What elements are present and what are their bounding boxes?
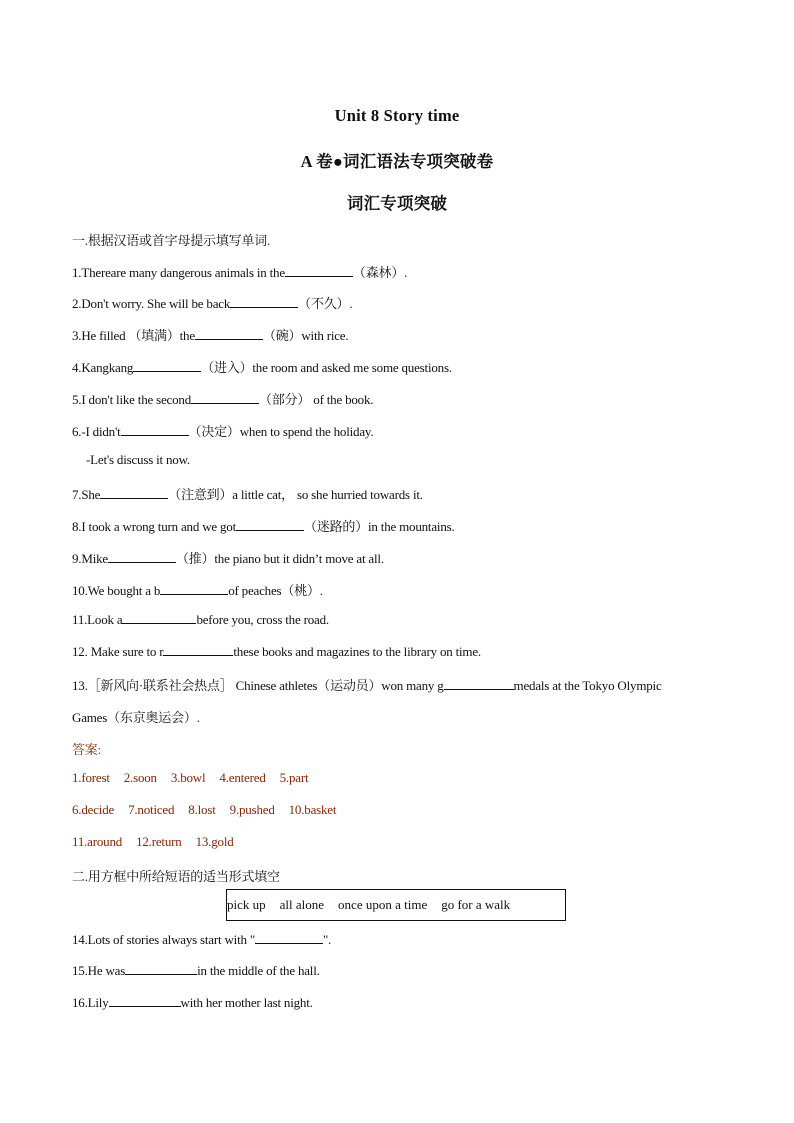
q15-blank[interactable] — [125, 962, 197, 975]
answer-4: 4.entered — [219, 770, 266, 785]
question-13-continued: Games（东京奥运会）. — [72, 710, 200, 725]
q13-text: 13.［新风向·联系社会热点］ Chinese athletes（运动员）won many g — [72, 678, 444, 693]
q1-text: 1.Thereare many dangerous animals in the — [72, 265, 285, 280]
paper-title: A 卷●词汇语法专项突破卷 — [300, 152, 494, 171]
q5-text: 5.I don't like the second — [72, 392, 192, 407]
answer-7: 7.noticed — [128, 802, 175, 817]
question-14 — [72, 931, 331, 948]
q8-text: 8.I took a wrong turn and we got — [72, 519, 237, 534]
q14-text: 14.Lots of stories always start with " — [72, 932, 255, 947]
answer-1: 1.forest — [72, 770, 110, 785]
q9-text-after: （推）the piano but it didn’t move at all. — [176, 551, 384, 566]
question-15 — [72, 962, 320, 979]
answer-3: 3.bowl — [170, 770, 206, 785]
q2-text: 2.Don't worry. She will be back — [72, 296, 231, 311]
q7-text-after: （注意到）a little cat， so she hurried towards it. — [168, 487, 423, 502]
q16-blank[interactable] — [109, 994, 181, 1007]
part1-instruction: 一.根据汉语或首字母提示填写单词. — [72, 233, 271, 248]
answers-row-3 — [72, 834, 248, 850]
answer-13: 13.gold — [195, 834, 234, 849]
phrase-box — [226, 889, 566, 921]
q4-text-after: （进入）the room and asked me some questions. — [201, 360, 452, 375]
question-13 — [72, 675, 662, 694]
phrase-item: go for a walk — [441, 897, 511, 912]
q12-text-after: these books and magazines to the library on time. — [233, 644, 481, 659]
question-1 — [72, 262, 407, 281]
phrase-item: pick up — [227, 897, 266, 912]
q15-text-after: in the middle of the hall. — [197, 963, 320, 978]
answer-2: 2.soon — [123, 770, 157, 785]
q9-blank[interactable] — [108, 550, 176, 563]
question-7 — [72, 484, 423, 503]
q2-text-after: （不久）. — [298, 296, 353, 311]
q13-blank[interactable] — [444, 677, 514, 690]
q5-text-after: （部分） of the book. — [259, 392, 374, 407]
q12-text: 12. Make sure to r — [72, 644, 164, 659]
answers-row-1 — [72, 770, 322, 786]
q3-text: 3.He filled （填满）the — [72, 328, 195, 343]
question-10 — [72, 580, 323, 599]
q4-blank[interactable] — [133, 359, 201, 372]
phrase-item: all alone — [279, 897, 325, 912]
q9-text: 9.Mike — [72, 551, 108, 566]
answer-11: 11.around — [72, 834, 123, 849]
question-8 — [72, 516, 455, 535]
q7-text: 7.She — [72, 487, 101, 502]
question-9 — [72, 548, 384, 567]
q16-text-after: with her mother last night. — [180, 995, 313, 1010]
answer-10: 10.basket — [288, 802, 337, 817]
section-title: 词汇专项突破 — [346, 194, 448, 213]
q15-text: 15.He was — [72, 963, 126, 978]
q8-text-after: （迷路的）in the mountains. — [304, 519, 455, 534]
q6-blank[interactable] — [121, 423, 189, 436]
question-5 — [72, 389, 373, 408]
q5-blank[interactable] — [191, 391, 259, 404]
q1-blank[interactable] — [285, 264, 353, 277]
answer-9: 9.pushed — [229, 802, 275, 817]
answers-row-2 — [72, 802, 350, 818]
answers-label: 答案: — [72, 742, 102, 757]
q13-text-after: medals at the Tokyo Olympic — [513, 678, 662, 693]
q6-text-after: （决定）when to spend the holiday. — [188, 424, 374, 439]
q6-text: 6.-I didn't — [72, 424, 121, 439]
q1-text-after: （森林）. — [352, 265, 408, 280]
question-2 — [72, 293, 352, 312]
q4-text: 4.Kangkang — [72, 360, 134, 375]
question-4 — [72, 357, 452, 376]
answer-8: 8.lost — [188, 802, 216, 817]
question-12 — [72, 643, 481, 660]
q10-text: 10.We bought a b — [72, 583, 161, 598]
unit-title: Unit 8 Story time — [334, 106, 460, 125]
q3-text-after: （碗）with rice. — [262, 328, 349, 343]
q2-blank[interactable] — [230, 295, 298, 308]
question-16 — [72, 994, 313, 1011]
phrase-item: once upon a time — [338, 897, 428, 912]
q11-text: 11.Look a — [72, 612, 123, 627]
q3-blank[interactable] — [195, 327, 263, 340]
q11-text-after: before you, cross the road. — [196, 612, 329, 627]
q10-blank[interactable] — [160, 582, 228, 595]
q7-blank[interactable] — [100, 486, 168, 499]
question-3 — [72, 325, 348, 344]
q11-blank[interactable] — [122, 611, 196, 624]
q14-blank[interactable] — [255, 931, 323, 944]
question-11 — [72, 611, 329, 628]
q14-text-after: ". — [322, 932, 332, 947]
q16-text: 16.Lily — [72, 995, 109, 1010]
question-6 — [72, 421, 373, 440]
question-6-reply: -Let's discuss it now. — [86, 452, 190, 467]
answer-5: 5.part — [279, 770, 309, 785]
part2-instruction: 二.用方框中所给短语的适当形式填空 — [72, 869, 280, 884]
answer-6: 6.decide — [72, 802, 115, 817]
q8-blank[interactable] — [236, 518, 304, 531]
q10-text-after: of peaches（桃）. — [228, 583, 323, 598]
q12-blank[interactable] — [163, 643, 233, 656]
answer-12: 12.return — [136, 834, 182, 849]
